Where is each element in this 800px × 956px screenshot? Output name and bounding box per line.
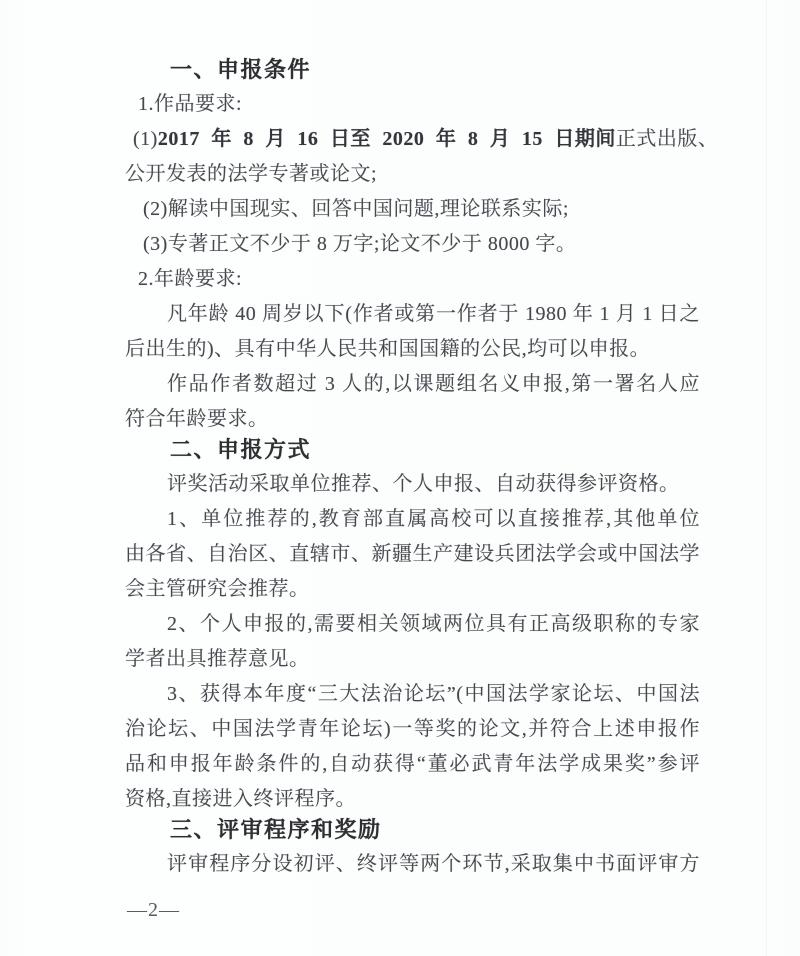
text-line: 凡年龄 40 周岁以下(作者或第一作者于 1980 年 1 月 1 日之 xyxy=(167,303,700,325)
bold-date-range: 2017 年 8 月 16 日至 2020 年 8 月 15 日期间 xyxy=(157,128,616,150)
section3-heading: 三、评审程序和奖励 xyxy=(170,817,382,842)
text-line: 1.作品要求: xyxy=(138,93,243,115)
text-line: 会主管研究会推荐。 xyxy=(125,578,310,600)
text-line: 治论坛、中国法学青年论坛)一等奖的论文,并符合上述申报作 xyxy=(125,718,700,740)
text-line: 2、个人申报的,需要相关领域两位具有正高级职称的专家 xyxy=(167,613,700,635)
text-line: 评奖活动采取单位推荐、个人申报、自动获得参评资格。 xyxy=(167,473,680,495)
text-line: 后出生的)、具有中华人民共和国国籍的公民,均可以申报。 xyxy=(125,338,651,360)
text-line: 2.年龄要求: xyxy=(138,268,243,290)
text-line: 品和申报年龄条件的,自动获得“董必武青年法学成果奖”参评 xyxy=(125,753,700,775)
text-line: 资格,直接进入终评程序。 xyxy=(125,788,356,810)
text-line: 评审程序分设初评、终评等两个环节,采取集中书面评审方 xyxy=(167,853,700,875)
text-line: 公开发表的法学专著或论文; xyxy=(125,163,378,185)
text-line: (2)解读中国现实、回答中国问题,理论联系实际; xyxy=(143,198,569,220)
text-line xyxy=(125,122,719,157)
scan-edge-artifact xyxy=(766,0,767,956)
document-body xyxy=(125,57,719,925)
text-line: 3、获得本年度“三大法治论坛”(中国法学家论坛、中国法 xyxy=(167,683,700,705)
text-line: (3)专著正文不少于 8 万字;论文不少于 8000 字。 xyxy=(143,233,577,255)
page-number: —2— xyxy=(127,899,180,921)
numbered-item-prefix: (1) xyxy=(133,128,158,150)
section1-heading: 一、申报条件 xyxy=(170,57,312,82)
text-line: 1、单位推荐的,教育部直属高校可以直接推荐,其他单位 xyxy=(167,508,700,530)
line-text: 正式出版、 xyxy=(615,128,719,150)
text-line: 学者出具推荐意见。 xyxy=(125,648,310,670)
text-line: 由各省、自治区、直辖市、新疆生产建设兵团法学会或中国法学 xyxy=(125,543,700,565)
text-line: 符合年龄要求。 xyxy=(125,408,269,430)
text-line: 作品作者数超过 3 人的,以课题组名义申报,第一署名人应 xyxy=(167,373,700,395)
section2-heading: 二、申报方式 xyxy=(170,437,312,462)
